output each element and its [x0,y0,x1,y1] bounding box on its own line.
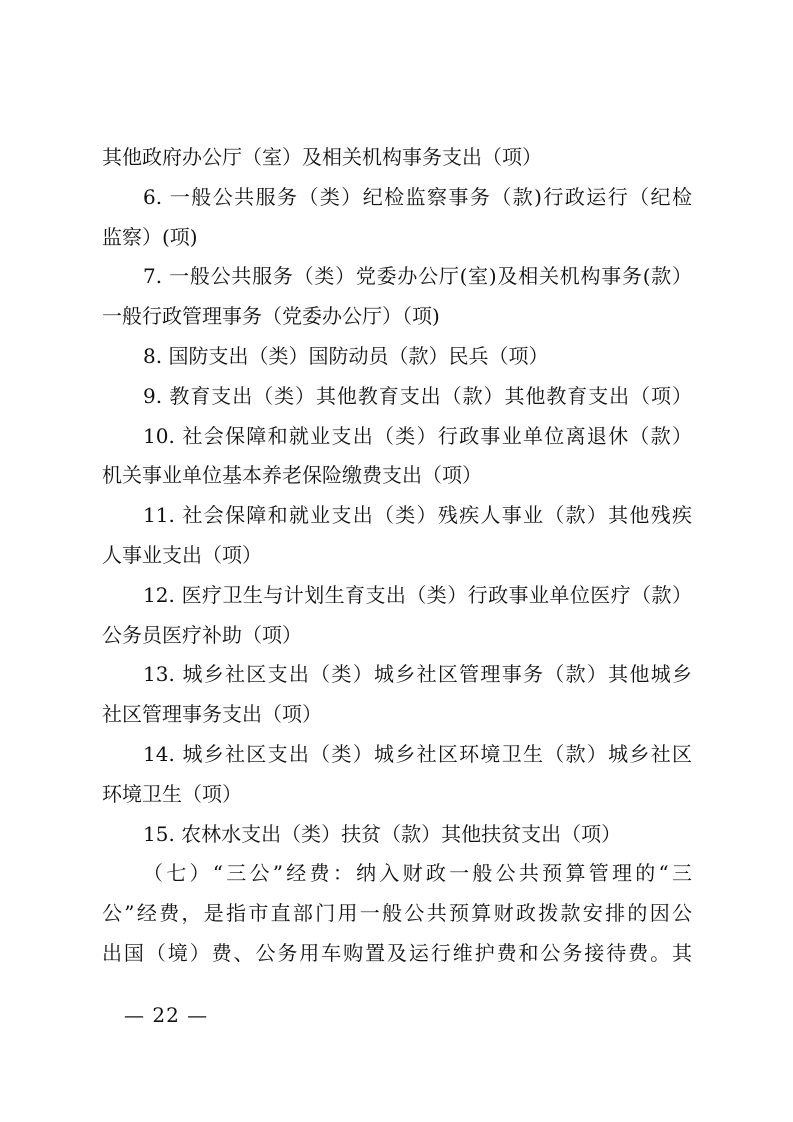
paragraph-line: 7. 一般公共服务（类）党委办公厅(室)及相关机构事务(款） [143,264,692,289]
paragraph-line: 公务员医疗补助（项） [102,622,302,647]
paragraph-line: 9. 教育支出（类）其他教育支出（款）其他教育支出（项） [143,383,692,408]
paragraph-line: 8. 国防支出（类）国防动员（款）民兵（项） [143,343,549,368]
paragraph-line: 环境卫生（项） [102,781,242,806]
paragraph-line: 监察）(项) [102,224,198,249]
paragraph-line: 其他政府办公厅（室）及相关机构事务支出（项） [102,145,542,169]
paragraph-line: 一般行政管理事务（党委办公厅）（项) [102,304,440,329]
paragraph-line: 机关事业单位基本养老保险缴费支出（项） [102,463,482,488]
paragraph-line: 14. 城乡社区支出（类）城乡社区环境卫生（款）城乡社区 [143,741,692,766]
paragraph-line: （七）“三公”经费：纳入财政一般公共预算管理的“三 [143,861,692,886]
paragraph-line: 社区管理事务支出（项） [102,702,322,727]
paragraph-line: 15. 农林水支出（类）扶贫（款）其他扶贫支出（项） [143,821,622,846]
paragraph-line: 人事业支出（项） [102,542,262,567]
page-number: — 22 — [124,1003,209,1027]
document-body [102,138,692,974]
paragraph-line: 出国（境）费、公务用车购置及运行维护费和公务接待费。其 [102,940,692,965]
paragraph-line: 6. 一般公共服务（类）纪检监察事务（款)行政运行（纪检 [143,184,692,209]
paragraph-line: 10. 社会保障和就业支出（类）行政事业单位离退休（款） [143,423,692,448]
paragraph-line: 12. 医疗卫生与计划生育支出（类）行政事业单位医疗（款） [143,582,692,607]
paragraph-line: 公”经费，是指市直部门用一般公共预算财政拨款安排的因公 [102,901,692,926]
paragraph-line: 13. 城乡社区支出（类）城乡社区管理事务（款）其他城乡 [143,662,692,687]
paragraph-line: 11. 社会保障和就业支出（类）残疾人事业（款）其他残疾 [143,503,692,528]
